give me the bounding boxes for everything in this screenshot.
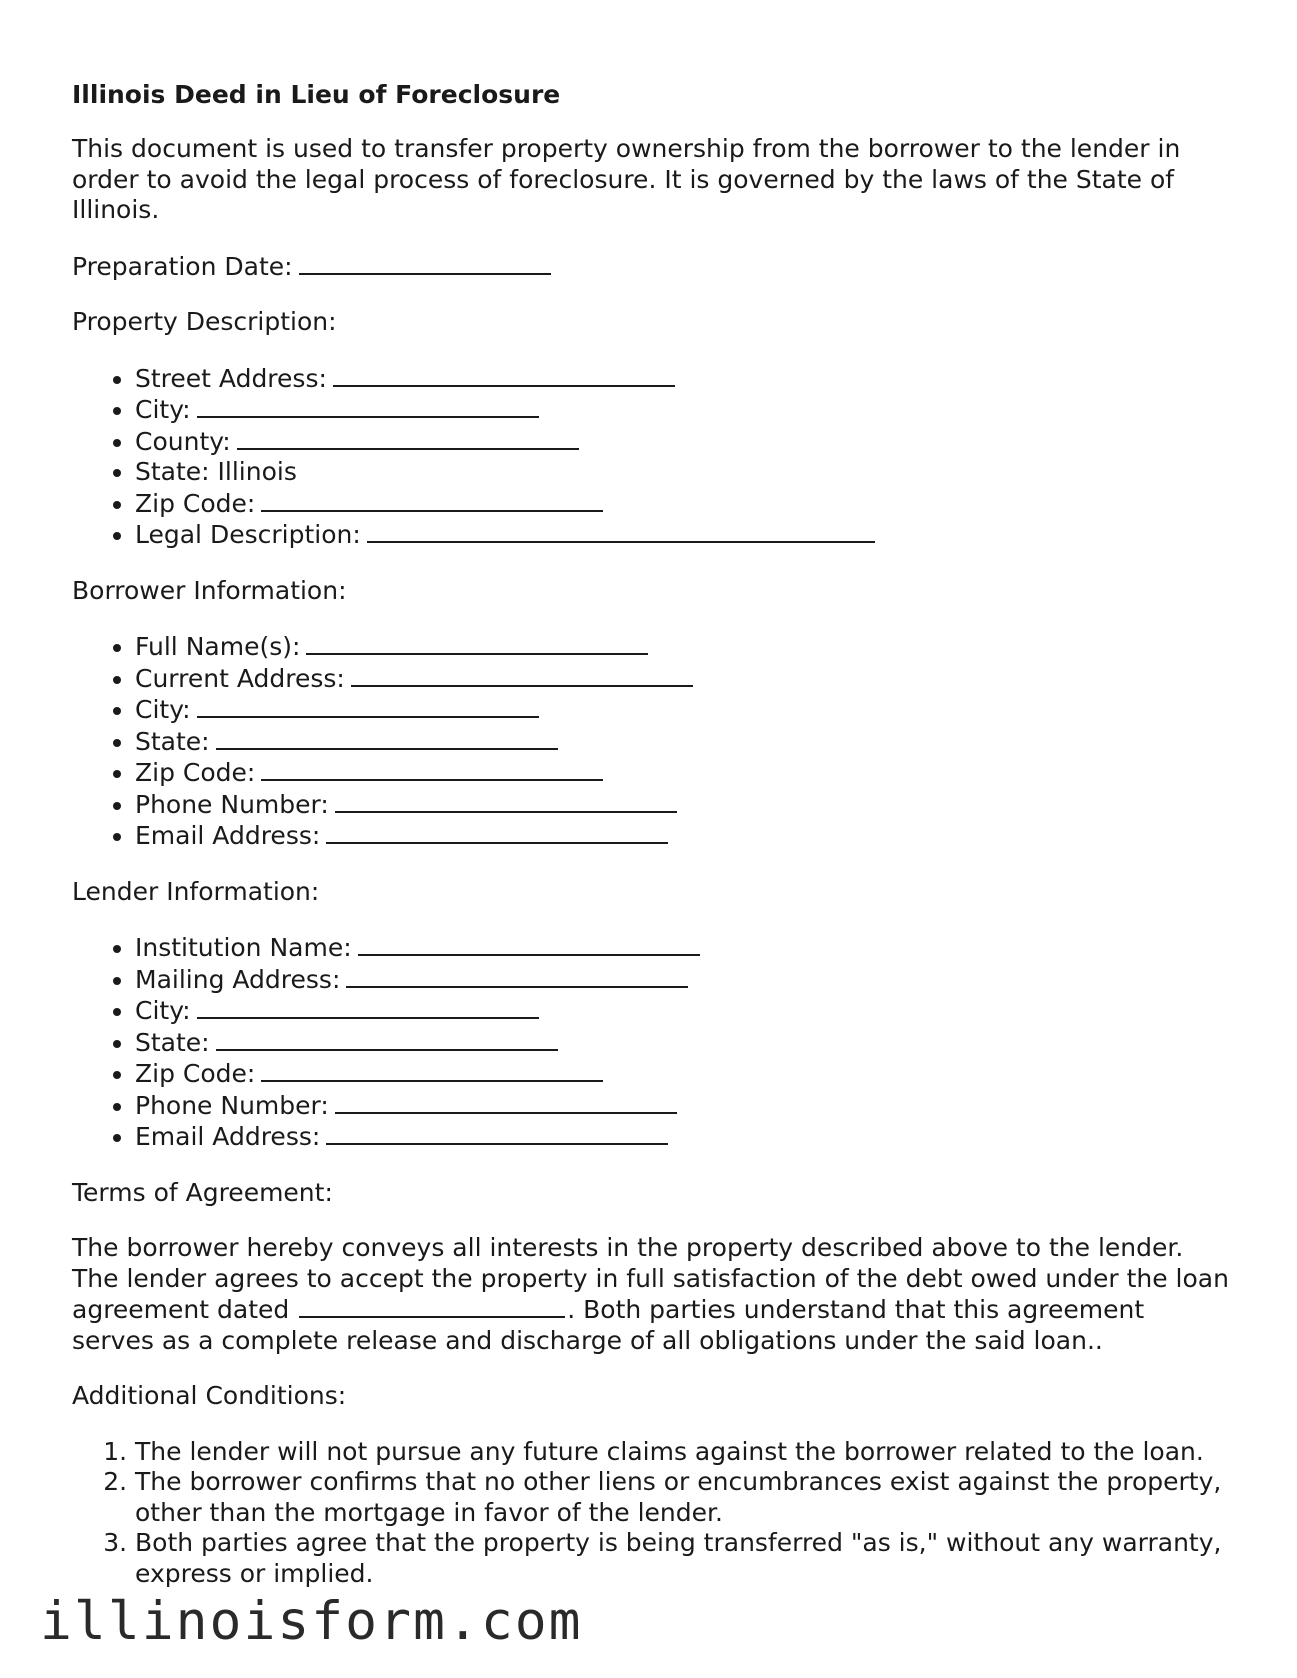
list-item (135, 363, 1232, 395)
document-title: Illinois Deed in Lieu of Foreclosure (72, 80, 561, 109)
site-watermark-brand: illinoisform.com (40, 1591, 583, 1652)
borrower-phone-blank[interactable] (335, 789, 677, 813)
borrower-name-label: Full Name(s): (135, 632, 301, 661)
preparation-date-row (72, 251, 1232, 283)
list-item: 2. The borrower confirms that no other liens or encumbrances exist against the property, other than the mortgage in favor of the lender. (135, 1467, 1232, 1528)
list-item (135, 726, 1232, 758)
terms-heading: Terms of Agreement: (72, 1177, 333, 1207)
list-item (135, 789, 1232, 821)
borrower-city-blank[interactable] (197, 694, 539, 718)
borrower-email-label: Email Address: (135, 821, 321, 850)
county-blank[interactable] (237, 426, 579, 450)
list-item (135, 1090, 1232, 1122)
lender-email-label: Email Address: (135, 1122, 321, 1151)
list-item (135, 964, 1232, 996)
terms-text-before: The borrower hereby conveys all interests in the property described above to the lender. The lender agrees to accept the property in full satisfaction of the debt owed under the loan agreement dated (72, 1233, 1229, 1324)
lender-city-blank[interactable] (197, 995, 539, 1019)
list-item: 3. Both parties agree that the property is being transferred "as is," without any warranty, express or implied. (135, 1528, 1232, 1589)
list-item (135, 394, 1232, 426)
lender-zip-label: Zip Code: (135, 1059, 256, 1088)
mailing-address-label: Mailing Address: (135, 964, 341, 994)
conditions-list (72, 1437, 1232, 1590)
lender-city-label: City: (135, 996, 191, 1025)
list-item (135, 1058, 1232, 1090)
borrower-email-blank[interactable] (326, 820, 668, 844)
list-item (135, 932, 1232, 964)
intro-paragraph: This document is used to transfer property ownership from the borrower to the lender in order to avoid the legal process of foreclosure. It is governed by the laws of the State of Illinois. (72, 134, 1181, 224)
loan-agreement-date-blank[interactable] (299, 1294, 565, 1318)
borrower-address-blank[interactable] (351, 663, 693, 687)
county-label: County: (135, 426, 231, 456)
borrower-zip-blank[interactable] (261, 757, 603, 781)
list-item: 1. The lender will not pursue any future claims against the borrower related to the loan. (135, 1437, 1232, 1468)
borrower-state-label: State: (135, 726, 210, 756)
borrower-fields-list (72, 631, 1232, 852)
property-state-text: State: Illinois (135, 457, 297, 486)
list-item (135, 519, 1232, 551)
institution-name-label: Institution Name: (135, 933, 352, 962)
property-city-label: City: (135, 395, 191, 424)
street-address-label: Street Address: (135, 363, 327, 393)
borrower-state-blank[interactable] (216, 726, 558, 750)
borrower-heading: Borrower Information: (72, 575, 347, 605)
conditions-heading: Additional Conditions: (72, 1381, 347, 1410)
borrower-address-label: Current Address: (135, 663, 345, 693)
property-zip-blank[interactable] (261, 488, 603, 512)
list-item (135, 663, 1232, 695)
property-city-blank[interactable] (197, 394, 539, 418)
preparation-date-label: Preparation Date: (72, 251, 293, 281)
list-item (135, 694, 1232, 726)
property-zip-label: Zip Code: (135, 488, 256, 518)
list-item (135, 995, 1232, 1027)
list-item (135, 757, 1232, 789)
preparation-date-blank[interactable] (299, 251, 551, 275)
lender-phone-label: Phone Number: (135, 1090, 329, 1120)
legal-description-blank[interactable] (367, 519, 875, 543)
list-item (135, 488, 1232, 520)
borrower-zip-label: Zip Code: (135, 758, 256, 787)
borrower-phone-label: Phone Number: (135, 789, 329, 819)
lender-state-blank[interactable] (216, 1027, 558, 1051)
lender-state-label: State: (135, 1027, 210, 1057)
property-heading: Property Description: (72, 307, 337, 336)
list-item (135, 820, 1232, 852)
borrower-city-label: City: (135, 695, 191, 724)
street-address-blank[interactable] (333, 363, 675, 387)
list-item (135, 457, 1232, 488)
lender-phone-blank[interactable] (335, 1090, 677, 1114)
list-item (135, 426, 1232, 458)
document-page (72, 80, 1232, 1589)
mailing-address-blank[interactable] (346, 964, 688, 988)
property-fields-list (72, 363, 1232, 551)
list-item (135, 1121, 1232, 1153)
lender-fields-list (72, 932, 1232, 1153)
terms-text-after: . Both parties understand that this agreement serves as a complete release and discharge of all obligations under the said loan.. (72, 1295, 1145, 1355)
lender-zip-blank[interactable] (261, 1058, 603, 1082)
list-item (135, 631, 1232, 663)
lender-email-blank[interactable] (326, 1121, 668, 1145)
lender-heading: Lender Information: (72, 876, 320, 906)
terms-paragraph (72, 1233, 1232, 1356)
list-item (135, 1027, 1232, 1059)
institution-name-blank[interactable] (358, 932, 700, 956)
borrower-name-blank[interactable] (306, 631, 648, 655)
legal-description-label: Legal Description: (135, 520, 361, 549)
